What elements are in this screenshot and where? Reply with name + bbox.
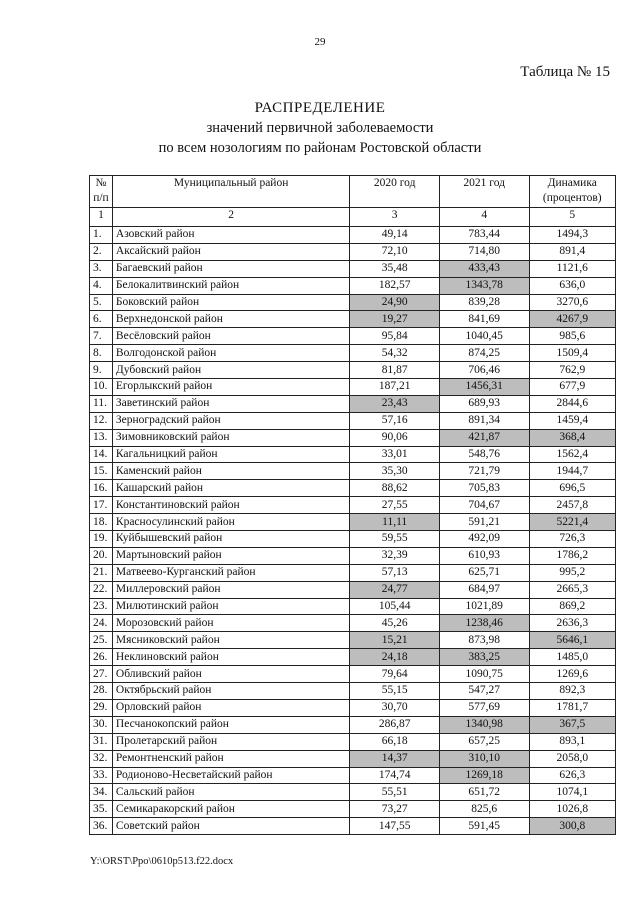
value-2020: 11,11 bbox=[350, 514, 440, 531]
table-row bbox=[90, 395, 616, 412]
value-2021: 839,28 bbox=[439, 294, 529, 311]
row-number: 20. bbox=[90, 547, 113, 564]
value-2020: 15,21 bbox=[350, 632, 440, 649]
table-row bbox=[90, 598, 616, 615]
value-dynamics: 2844,6 bbox=[529, 395, 616, 412]
value-dynamics: 891,4 bbox=[529, 243, 616, 260]
value-dynamics: 1485,0 bbox=[529, 649, 616, 666]
district-name: Мартыновский район bbox=[112, 547, 349, 564]
value-2020: 24,77 bbox=[350, 581, 440, 598]
district-name: Кашарский район bbox=[112, 480, 349, 497]
heading-subtitle-2: по всем нозологиям по районам Ростовской области bbox=[158, 140, 482, 156]
row-number: 1. bbox=[90, 227, 113, 244]
value-2020: 59,55 bbox=[350, 531, 440, 548]
value-2021: 1090,75 bbox=[439, 666, 529, 683]
district-name: Сальский район bbox=[112, 784, 349, 801]
value-dynamics: 5221,4 bbox=[529, 514, 616, 531]
district-name: Зерноградский район bbox=[112, 412, 349, 429]
table-row bbox=[90, 581, 616, 598]
row-number: 34. bbox=[90, 784, 113, 801]
value-2021: 705,83 bbox=[439, 480, 529, 497]
value-dynamics: 1269,6 bbox=[529, 666, 616, 683]
value-2021: 651,72 bbox=[439, 784, 529, 801]
row-number: 7. bbox=[90, 328, 113, 345]
value-dynamics: 1074,1 bbox=[529, 784, 616, 801]
value-dynamics: 300,8 bbox=[529, 818, 616, 835]
value-2021: 577,69 bbox=[439, 699, 529, 716]
row-number: 18. bbox=[90, 514, 113, 531]
value-2021: 704,67 bbox=[439, 497, 529, 514]
value-dynamics: 985,6 bbox=[529, 328, 616, 345]
table-row bbox=[90, 412, 616, 429]
table-row bbox=[90, 243, 616, 260]
value-2020: 54,32 bbox=[350, 345, 440, 362]
value-2020: 81,87 bbox=[350, 362, 440, 379]
table-heading bbox=[0, 98, 640, 158]
table-row bbox=[90, 497, 616, 514]
column-number: 4 bbox=[439, 208, 529, 227]
district-name: Родионово-Несветайский район bbox=[112, 767, 349, 784]
table-row bbox=[90, 683, 616, 700]
value-2021: 492,09 bbox=[439, 531, 529, 548]
district-name: Дубовский район bbox=[112, 362, 349, 379]
district-name: Милютинский район bbox=[112, 598, 349, 615]
column-number: 3 bbox=[350, 208, 440, 227]
district-name: Октябрьский район bbox=[112, 683, 349, 700]
district-name: Белокалитвинский район bbox=[112, 277, 349, 294]
page-number: 29 bbox=[314, 36, 326, 48]
row-number: 35. bbox=[90, 801, 113, 818]
value-dynamics: 3270,6 bbox=[529, 294, 616, 311]
value-dynamics: 869,2 bbox=[529, 598, 616, 615]
value-dynamics: 2058,0 bbox=[529, 750, 616, 767]
value-2020: 35,48 bbox=[350, 260, 440, 277]
district-name: Миллеровский район bbox=[112, 581, 349, 598]
value-dynamics: 1026,8 bbox=[529, 801, 616, 818]
table-row bbox=[90, 531, 616, 548]
value-dynamics: 636,0 bbox=[529, 277, 616, 294]
value-dynamics: 367,5 bbox=[529, 716, 616, 733]
value-2020: 147,55 bbox=[350, 818, 440, 835]
district-name: Егорлыкский район bbox=[112, 379, 349, 396]
row-number: 29. bbox=[90, 699, 113, 716]
value-dynamics: 2636,3 bbox=[529, 615, 616, 632]
row-number: 10. bbox=[90, 379, 113, 396]
value-2021: 689,93 bbox=[439, 395, 529, 412]
value-dynamics: 762,9 bbox=[529, 362, 616, 379]
row-number: 16. bbox=[90, 480, 113, 497]
value-2021: 421,87 bbox=[439, 429, 529, 446]
district-name: Обливский район bbox=[112, 666, 349, 683]
row-number: 15. bbox=[90, 463, 113, 480]
table-row bbox=[90, 547, 616, 564]
table-row bbox=[90, 480, 616, 497]
value-2020: 45,26 bbox=[350, 615, 440, 632]
district-name: Орловский район bbox=[112, 699, 349, 716]
value-2021: 825,6 bbox=[439, 801, 529, 818]
table-row bbox=[90, 801, 616, 818]
morbidity-table bbox=[89, 175, 616, 835]
value-2021: 1456,31 bbox=[439, 379, 529, 396]
row-number: 6. bbox=[90, 311, 113, 328]
value-2021: 706,46 bbox=[439, 362, 529, 379]
district-name: Красносулинский район bbox=[112, 514, 349, 531]
table-row bbox=[90, 379, 616, 396]
value-2021: 625,71 bbox=[439, 564, 529, 581]
value-2020: 73,27 bbox=[350, 801, 440, 818]
value-2020: 95,84 bbox=[350, 328, 440, 345]
value-dynamics: 368,4 bbox=[529, 429, 616, 446]
value-2020: 23,43 bbox=[350, 395, 440, 412]
table-row bbox=[90, 277, 616, 294]
value-dynamics: 2457,8 bbox=[529, 497, 616, 514]
table-row bbox=[90, 463, 616, 480]
header-district: Муниципальный район bbox=[112, 176, 349, 208]
value-2021: 873,98 bbox=[439, 632, 529, 649]
district-name: Куйбышевский район bbox=[112, 531, 349, 548]
heading-title: РАСПРЕДЕЛЕНИЕ bbox=[254, 100, 386, 116]
column-number-row bbox=[90, 208, 616, 227]
value-2020: 182,57 bbox=[350, 277, 440, 294]
value-2020: 72,10 bbox=[350, 243, 440, 260]
value-2021: 1343,78 bbox=[439, 277, 529, 294]
table-row bbox=[90, 733, 616, 750]
value-2020: 55,51 bbox=[350, 784, 440, 801]
table-row bbox=[90, 632, 616, 649]
value-dynamics: 726,3 bbox=[529, 531, 616, 548]
header-2020: 2020 год bbox=[350, 176, 440, 208]
table-row bbox=[90, 784, 616, 801]
value-2020: 174,74 bbox=[350, 767, 440, 784]
value-dynamics: 1494,3 bbox=[529, 227, 616, 244]
value-2020: 19,27 bbox=[350, 311, 440, 328]
value-2020: 24,18 bbox=[350, 649, 440, 666]
row-number: 9. bbox=[90, 362, 113, 379]
value-2020: 33,01 bbox=[350, 446, 440, 463]
value-2021: 841,69 bbox=[439, 311, 529, 328]
row-number: 31. bbox=[90, 733, 113, 750]
row-number: 24. bbox=[90, 615, 113, 632]
row-number: 19. bbox=[90, 531, 113, 548]
value-2021: 714,80 bbox=[439, 243, 529, 260]
value-dynamics: 1562,4 bbox=[529, 446, 616, 463]
value-2021: 610,93 bbox=[439, 547, 529, 564]
district-name: Семикаракорский район bbox=[112, 801, 349, 818]
value-dynamics: 995,2 bbox=[529, 564, 616, 581]
value-2020: 35,30 bbox=[350, 463, 440, 480]
value-2020: 55,15 bbox=[350, 683, 440, 700]
table-row bbox=[90, 649, 616, 666]
row-number: 4. bbox=[90, 277, 113, 294]
district-name: Неклиновский район bbox=[112, 649, 349, 666]
value-2021: 547,27 bbox=[439, 683, 529, 700]
row-number: 14. bbox=[90, 446, 113, 463]
table-row bbox=[90, 750, 616, 767]
row-number: 13. bbox=[90, 429, 113, 446]
value-2021: 383,25 bbox=[439, 649, 529, 666]
table-row bbox=[90, 818, 616, 835]
footer-file-path: Y:\ORST\Ppo\0610p513.f22.docx bbox=[90, 856, 234, 867]
value-dynamics: 892,3 bbox=[529, 683, 616, 700]
value-2021: 1269,18 bbox=[439, 767, 529, 784]
row-number: 8. bbox=[90, 345, 113, 362]
row-number: 25. bbox=[90, 632, 113, 649]
district-name: Волгодонской район bbox=[112, 345, 349, 362]
value-2021: 657,25 bbox=[439, 733, 529, 750]
value-dynamics: 1944,7 bbox=[529, 463, 616, 480]
value-2020: 57,13 bbox=[350, 564, 440, 581]
district-name: Советский район bbox=[112, 818, 349, 835]
district-name: Каменский район bbox=[112, 463, 349, 480]
row-number: 32. bbox=[90, 750, 113, 767]
value-2021: 310,10 bbox=[439, 750, 529, 767]
district-name: Кагальницкий район bbox=[112, 446, 349, 463]
district-name: Зимовниковский район bbox=[112, 429, 349, 446]
row-number: 22. bbox=[90, 581, 113, 598]
district-name: Аксайский район bbox=[112, 243, 349, 260]
table-body bbox=[90, 227, 616, 835]
value-2020: 14,37 bbox=[350, 750, 440, 767]
value-2020: 30,70 bbox=[350, 699, 440, 716]
value-2021: 591,45 bbox=[439, 818, 529, 835]
value-2020: 24,90 bbox=[350, 294, 440, 311]
table-row bbox=[90, 767, 616, 784]
row-number: 11. bbox=[90, 395, 113, 412]
value-dynamics: 893,1 bbox=[529, 733, 616, 750]
value-dynamics: 677,9 bbox=[529, 379, 616, 396]
value-dynamics: 1121,6 bbox=[529, 260, 616, 277]
column-number: 1 bbox=[90, 208, 113, 227]
row-number: 21. bbox=[90, 564, 113, 581]
value-dynamics: 696,5 bbox=[529, 480, 616, 497]
row-number: 17. bbox=[90, 497, 113, 514]
value-2020: 66,18 bbox=[350, 733, 440, 750]
value-dynamics: 1459,4 bbox=[529, 412, 616, 429]
row-number: 28. bbox=[90, 683, 113, 700]
table-row bbox=[90, 564, 616, 581]
value-dynamics: 1509,4 bbox=[529, 345, 616, 362]
table-row bbox=[90, 311, 616, 328]
district-name: Мясниковский район bbox=[112, 632, 349, 649]
value-dynamics: 626,3 bbox=[529, 767, 616, 784]
value-2021: 891,34 bbox=[439, 412, 529, 429]
header-num bbox=[90, 176, 113, 208]
value-2021: 1021,89 bbox=[439, 598, 529, 615]
table-row bbox=[90, 716, 616, 733]
district-name: Весёловский район bbox=[112, 328, 349, 345]
row-number: 12. bbox=[90, 412, 113, 429]
value-2020: 105,44 bbox=[350, 598, 440, 615]
row-number: 3. bbox=[90, 260, 113, 277]
table-row bbox=[90, 294, 616, 311]
row-number: 5. bbox=[90, 294, 113, 311]
table-header-row bbox=[90, 176, 616, 208]
value-2021: 684,97 bbox=[439, 581, 529, 598]
district-name: Верхнедонской район bbox=[112, 311, 349, 328]
value-2021: 721,79 bbox=[439, 463, 529, 480]
district-name: Заветинский район bbox=[112, 395, 349, 412]
table-row bbox=[90, 362, 616, 379]
heading-subtitle-1: значений первичной заболеваемости bbox=[206, 120, 434, 136]
value-2021: 1238,46 bbox=[439, 615, 529, 632]
header-num-line1: № bbox=[95, 177, 107, 189]
table-row bbox=[90, 446, 616, 463]
value-2021: 548,76 bbox=[439, 446, 529, 463]
table-row bbox=[90, 227, 616, 244]
table-row bbox=[90, 615, 616, 632]
district-name: Песчанокопский район bbox=[112, 716, 349, 733]
district-name: Азовский район bbox=[112, 227, 349, 244]
district-name: Багаевский район bbox=[112, 260, 349, 277]
value-2020: 32,39 bbox=[350, 547, 440, 564]
header-num-line2: п/п bbox=[93, 192, 109, 204]
value-2020: 27,55 bbox=[350, 497, 440, 514]
row-number: 27. bbox=[90, 666, 113, 683]
header-dynamics-line2: (процентов) bbox=[542, 192, 602, 204]
table-row bbox=[90, 260, 616, 277]
value-2021: 1340,98 bbox=[439, 716, 529, 733]
table-row bbox=[90, 699, 616, 716]
value-2020: 88,62 bbox=[350, 480, 440, 497]
value-2020: 90,06 bbox=[350, 429, 440, 446]
table-row bbox=[90, 514, 616, 531]
row-number: 23. bbox=[90, 598, 113, 615]
column-number: 2 bbox=[112, 208, 349, 227]
table-row bbox=[90, 429, 616, 446]
value-dynamics: 5646,1 bbox=[529, 632, 616, 649]
value-dynamics: 1781,7 bbox=[529, 699, 616, 716]
row-number: 26. bbox=[90, 649, 113, 666]
row-number: 36. bbox=[90, 818, 113, 835]
district-name: Пролетарский район bbox=[112, 733, 349, 750]
value-2020: 187,21 bbox=[350, 379, 440, 396]
district-name: Боковский район bbox=[112, 294, 349, 311]
row-number: 33. bbox=[90, 767, 113, 784]
district-name: Матвеево-Курганский район bbox=[112, 564, 349, 581]
value-dynamics: 4267,9 bbox=[529, 311, 616, 328]
value-2021: 591,21 bbox=[439, 514, 529, 531]
table-row bbox=[90, 666, 616, 683]
district-name: Константиновский район bbox=[112, 497, 349, 514]
value-2021: 1040,45 bbox=[439, 328, 529, 345]
header-dynamics bbox=[529, 176, 616, 208]
value-dynamics: 2665,3 bbox=[529, 581, 616, 598]
row-number: 30. bbox=[90, 716, 113, 733]
value-2021: 874,25 bbox=[439, 345, 529, 362]
table-row bbox=[90, 345, 616, 362]
header-2021: 2021 год bbox=[439, 176, 529, 208]
district-name: Морозовский район bbox=[112, 615, 349, 632]
district-name: Ремонтненский район bbox=[112, 750, 349, 767]
table-label: Таблица № 15 bbox=[520, 64, 610, 80]
value-2021: 433,43 bbox=[439, 260, 529, 277]
value-2020: 57,16 bbox=[350, 412, 440, 429]
value-2020: 49,14 bbox=[350, 227, 440, 244]
value-2020: 79,64 bbox=[350, 666, 440, 683]
header-dynamics-line1: Динамика bbox=[547, 177, 597, 189]
column-number: 5 bbox=[529, 208, 616, 227]
value-dynamics: 1786,2 bbox=[529, 547, 616, 564]
value-2020: 286,87 bbox=[350, 716, 440, 733]
row-number: 2. bbox=[90, 243, 113, 260]
table-row bbox=[90, 328, 616, 345]
value-2021: 783,44 bbox=[439, 227, 529, 244]
